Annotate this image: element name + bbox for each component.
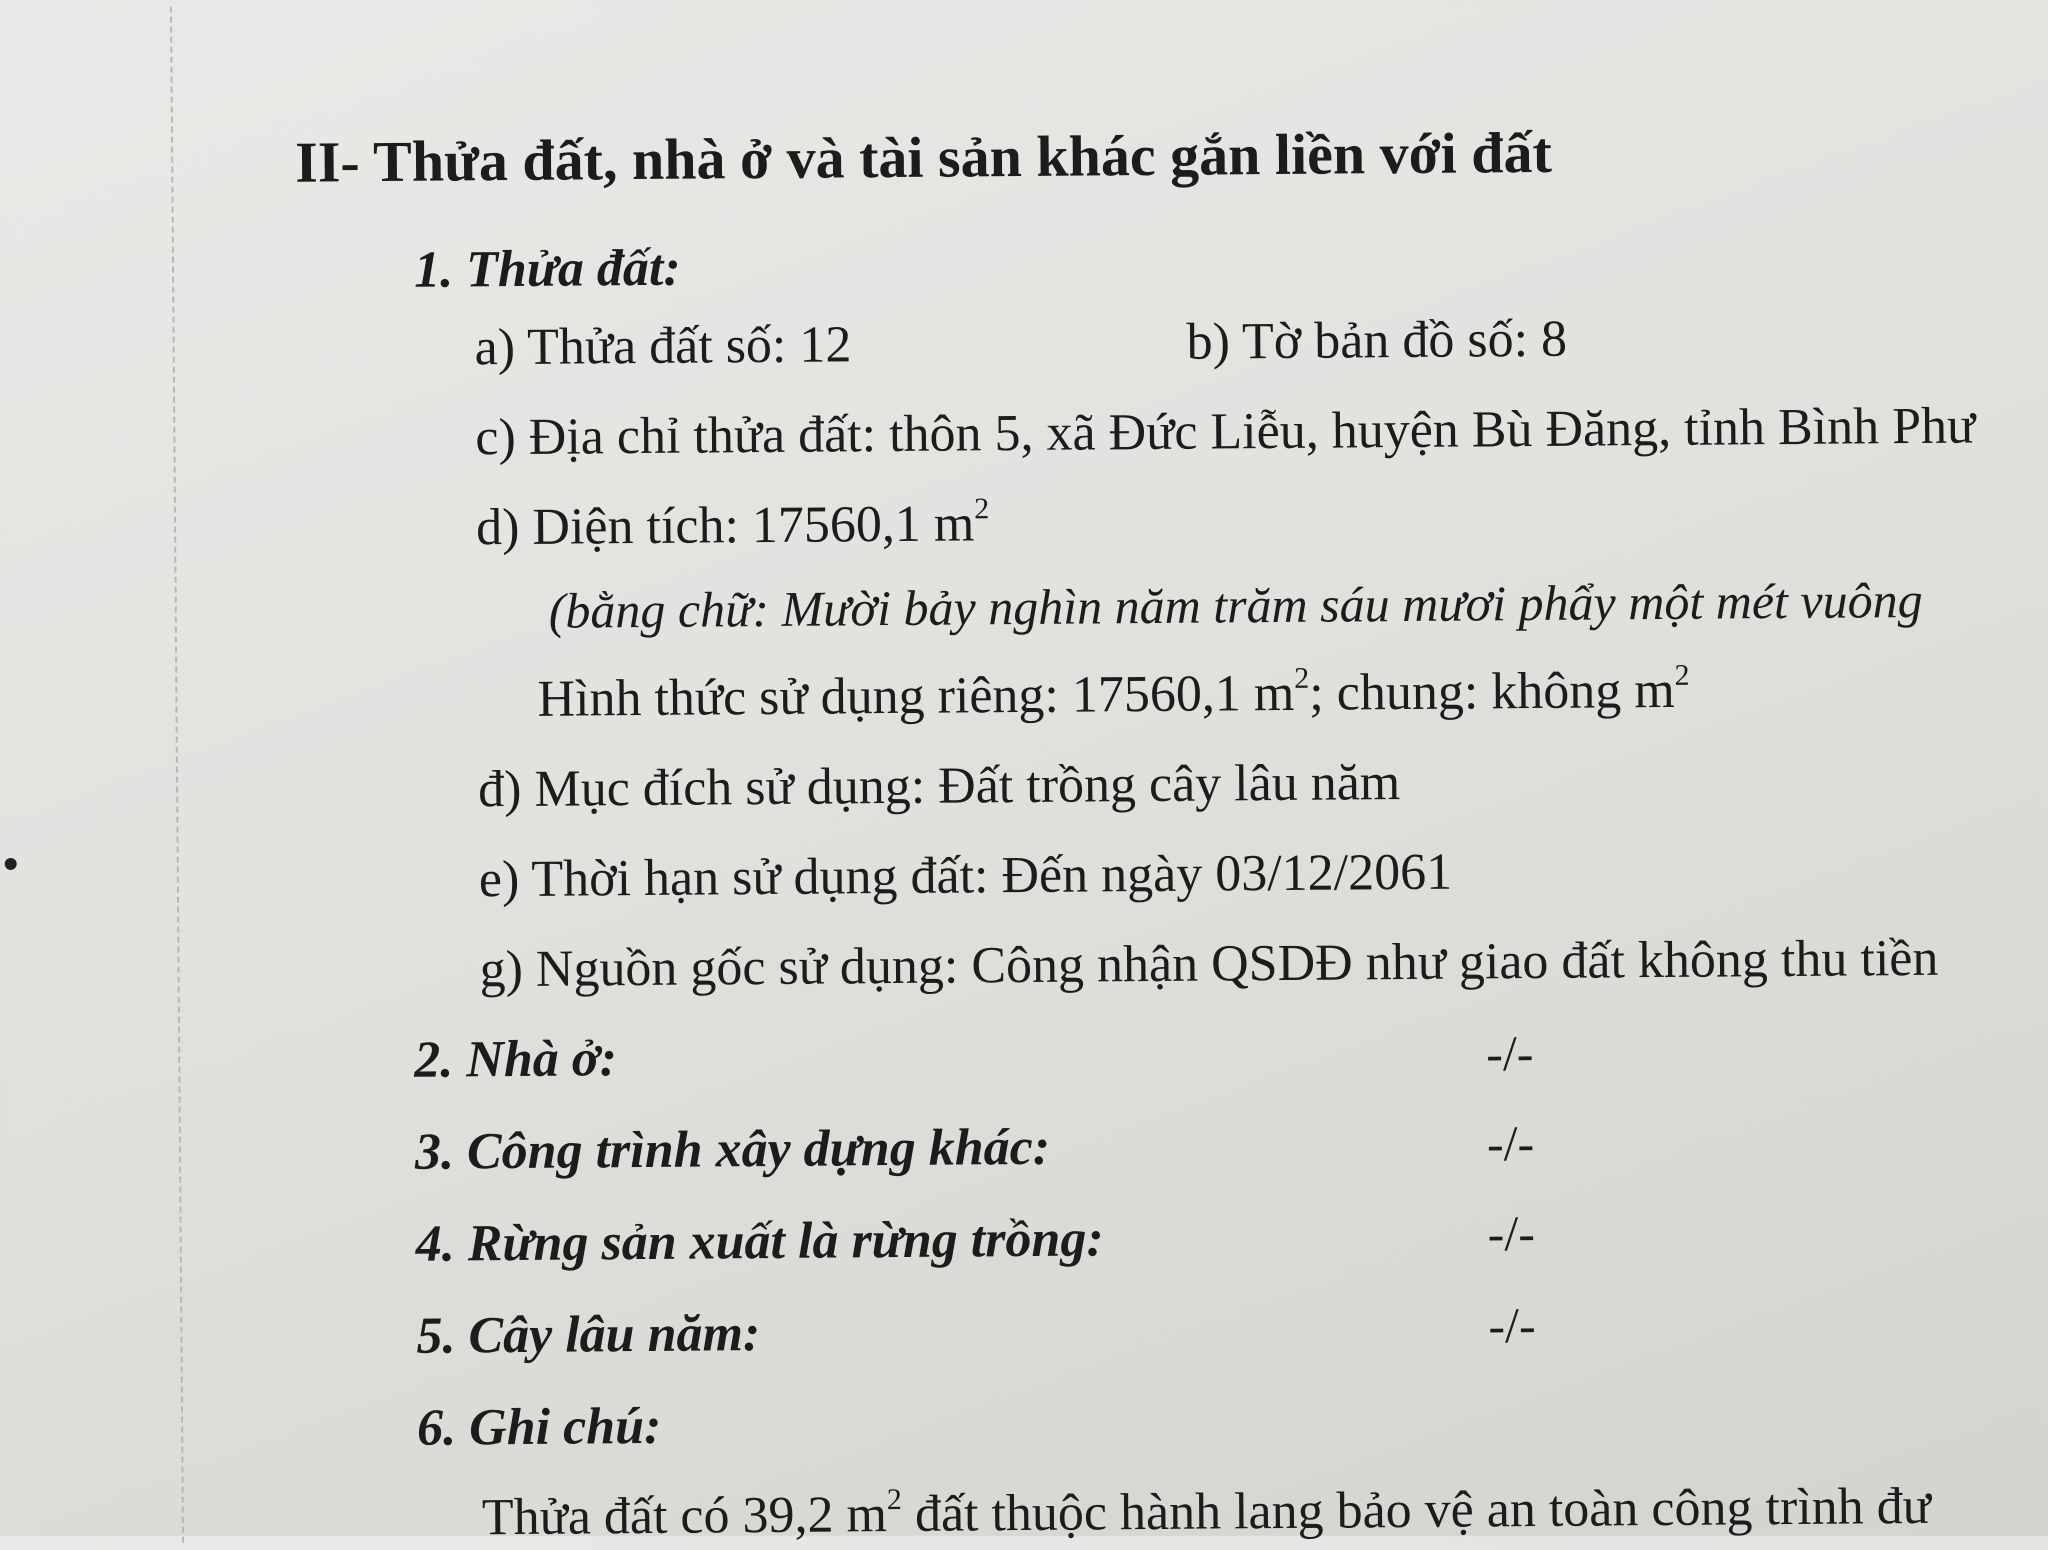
house-title: 2. Nhà ở: — [414, 1030, 618, 1089]
notes-text-part1: Thửa đất có 39,2 m — [481, 1486, 888, 1547]
usage-form — [537, 658, 1690, 728]
section-heading: II- Thửa đất, nhà ở và tài sản khác gắn liền với đất — [294, 119, 1553, 195]
perennial-trees-title: 5. Cây lâu năm: — [416, 1305, 761, 1365]
other-construction-title: 3. Công trình xây dựng khác: — [414, 1118, 1051, 1181]
planted-forest-value: -/- — [1487, 1205, 1536, 1262]
margin-guide-line — [170, 7, 184, 1543]
ink-dot — [5, 858, 17, 870]
house-value: -/- — [1486, 1025, 1534, 1082]
usage-form-shared: ; chung: không m — [1309, 661, 1675, 722]
usage-purpose: đ) Mục đích sử dụng: Đất trồng cây lâu năm — [477, 754, 1401, 819]
notes-title: 6. Ghi chú: — [416, 1397, 662, 1457]
usage-form-private: Hình thức sử dụng riêng: 17560,1 m — [537, 664, 1295, 728]
perennial-trees-value: -/- — [1488, 1297, 1536, 1354]
plot-number: a) Thửa đất số: 12 — [474, 316, 852, 377]
usage-origin: g) Nguồn gốc sử dụng: Công nhận QSDĐ như giao đất không thu tiền — [479, 929, 1939, 999]
land-plot-title: 1. Thửa đất: — [413, 239, 681, 299]
usage-form-exponent-1: 2 — [1294, 661, 1310, 695]
plot-area-text: d) Diện tích: 17560,1 m — [475, 495, 975, 557]
notes-text — [481, 1477, 1932, 1547]
plot-area — [475, 492, 990, 557]
notes-text-part2: đất thuộc hành lang bảo vệ an toàn công trình đư — [901, 1477, 1932, 1543]
plot-address: c) Địa chỉ thửa đất: thôn 5, xã Đức Liễu, huyện Bù Đăng, tỉnh Bình Phư — [475, 397, 1976, 467]
usage-term: e) Thời hạn sử dụng đất: Đến ngày 03/12/2061 — [478, 843, 1453, 909]
area-unit-exponent: 2 — [974, 492, 990, 526]
map-sheet-number: b) Tờ bản đồ số: 8 — [1186, 310, 1568, 371]
notes-unit-exponent: 2 — [886, 1482, 902, 1517]
area-in-words: (bằng chữ: Mười bảy nghìn năm trăm sáu mươi phẩy một mét vuông — [548, 571, 1923, 639]
other-construction-value: -/- — [1486, 1115, 1535, 1172]
planted-forest-title: 4. Rừng sản xuất là rừng trồng: — [415, 1210, 1104, 1273]
usage-form-exponent-2: 2 — [1674, 658, 1690, 692]
